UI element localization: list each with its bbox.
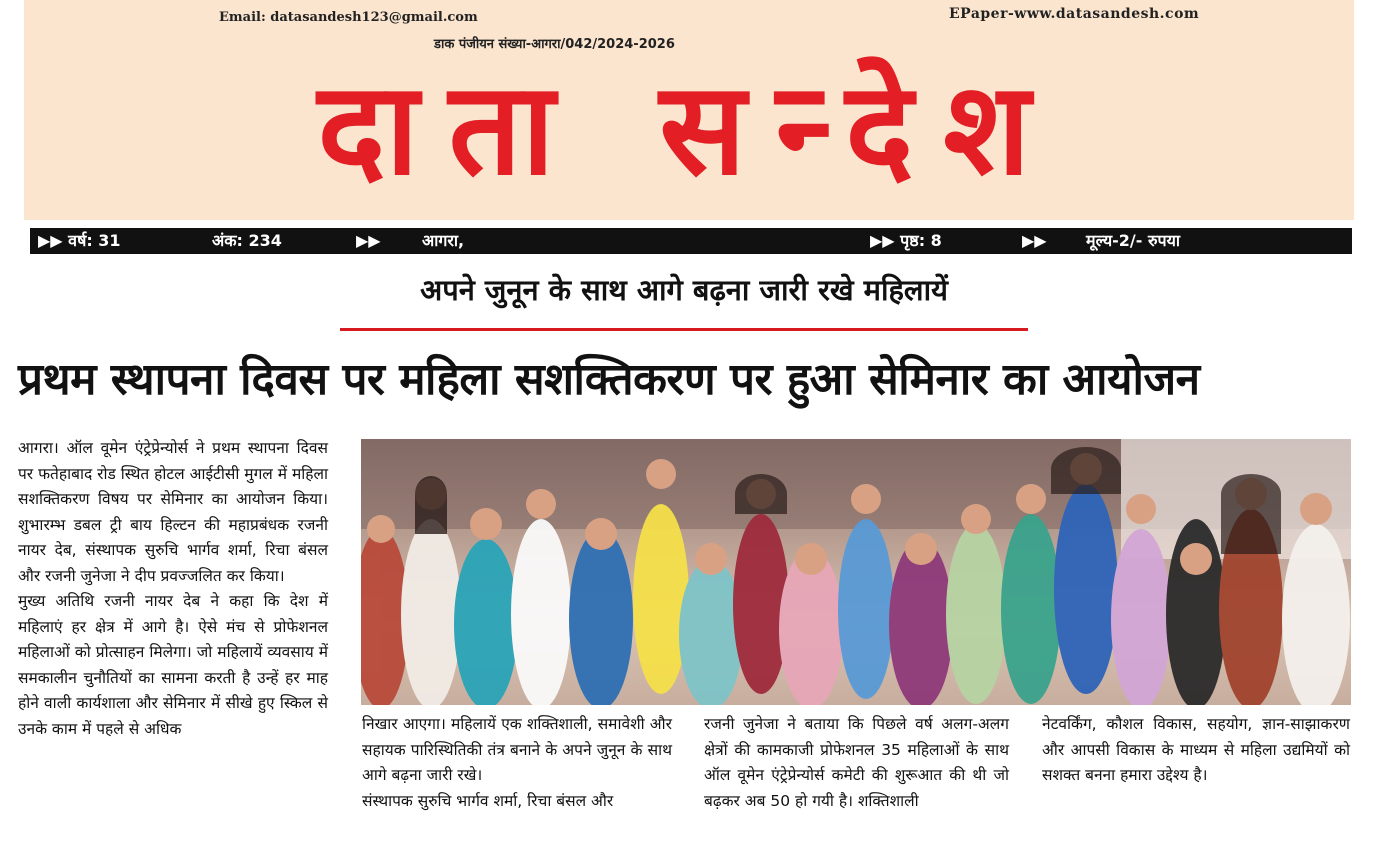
info-bar xyxy=(30,228,1352,254)
price-arrow-icon: ▶▶ xyxy=(1022,231,1047,250)
column-4-paragraph: नेटवर्किंग, कौशल विकास, सहयोग, ज्ञान-साझाकरण और आपसी विकास के माध्यम से महिला उद्यमियों को सशक्त बनना हमारा उद्देश्य है। xyxy=(1042,715,1350,784)
group-photo-illustration xyxy=(361,439,1351,705)
column-2-paragraph-2: संस्थापक सुरुचि भार्गव शर्मा, रिचा बंसल और xyxy=(362,791,614,810)
article-column-1 xyxy=(18,436,328,742)
year-label: ▶▶ वर्ष: 31 xyxy=(38,231,121,250)
issue-label: अंक: 234 xyxy=(212,231,282,250)
masthead-epaper-url: EPaper-www.datasandesh.com xyxy=(949,6,1200,22)
newspaper-title: दाता सन्देश xyxy=(317,55,1061,204)
column-3-paragraph: रजनी जुनेजा ने बताया कि पिछले वर्ष अलग-अलग क्षेत्रों की कामकाजी प्रोफेशनल 35 महिलाओं के साथ ऑल वूमेन एंट्रेप्रेन्योर्स कमेटी की शुरूआत की थी जो बढ़कर अब 50 हो गयी है। शक्तिशाली xyxy=(704,715,1009,810)
column-2-paragraph-1: निखार आएगा। महिलायें एक शक्तिशाली, समावेशी और सहायक पारिस्थितिकी तंत्र बनाने के अपने जुनून के साथ आगे बढ़ना जारी रखे। xyxy=(362,715,672,784)
article-column-3 xyxy=(704,712,1009,814)
column-1-paragraph-1: आगरा। ऑल वूमेन एंट्रेप्रेन्योर्स ने प्रथम स्थापना दिवस पर फतेहाबाद रोड स्थित होटल आईटीसी मुगल में महिला सशक्तिकरण विषय पर सेमिनार का आयोजन किया। शुभारम्भ डबल ट्री बाय हिल्टन की महाप्रबंधक रजनी नायर देब, संस्थापक सुरुचि भार्गव शर्मा, रिचा बंसल और रजनी जुनेजा ने दीप प्रवज्जलित कर किया। xyxy=(18,439,328,585)
page-label: ▶▶ पृष्ठ: 8 xyxy=(870,231,942,250)
column-1-paragraph-2: मुख्य अतिथि रजनी नायर देब ने कहा कि देश में महिलाएं हर क्षेत्र में आगे है। ऐसे मंच से प्रोफेशनल महिलाओं को प्रोत्साहन मिलेगा। जो महिलायें व्यवसाय में समकालीन चुनौतियों का सामना करती है उन्हें हर माह होने वाली कार्यशाला और सेमिनार में सीखे हुए स्किल से उनके काम में पहले से अधिक xyxy=(18,592,328,738)
city-label: आगरा, xyxy=(422,231,465,250)
kicker-divider xyxy=(340,328,1028,331)
article-headline: प्रथम स्थापना दिवस पर महिला सशक्तिकरण पर हुआ सेमिनार का आयोजन xyxy=(18,354,1200,405)
group-photo xyxy=(361,439,1351,705)
arrow-icon: ▶▶ xyxy=(356,231,381,250)
masthead-email: Email: datasandesh123@gmail.com xyxy=(219,10,478,25)
article-column-2 xyxy=(362,712,672,814)
masthead xyxy=(24,0,1354,220)
price-label: मूल्य-2/- रुपया xyxy=(1086,231,1181,250)
masthead-registration: डाक पंजीयन संख्या-आगरा/042/2024-2026 xyxy=(434,37,675,52)
article-column-4 xyxy=(1042,712,1350,789)
article-kicker: अपने जुनून के साथ आगे बढ़ना जारी रखे महिलायें xyxy=(420,273,948,307)
